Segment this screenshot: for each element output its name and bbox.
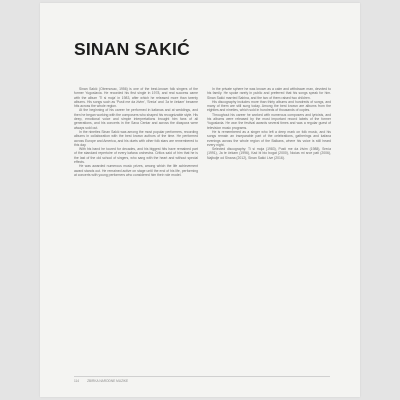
paragraph: He is remembered as a singer who left a deep mark on folk music, and his songs remain an inseparable part of the celebrations, gatherings and kafana evenings across the whole region of the Balkans, where his voice is still heard every night. bbox=[207, 129, 331, 147]
page-title: SINAN SAKIĆ bbox=[74, 39, 190, 59]
paragraph: In the nineties Sinan Sakić was among the most popular performers, recording albums in collaboration with the best known authors of the time. He performed across Europe and America, and his duets with other folk stars are remembered to this day. bbox=[74, 129, 198, 147]
paragraph: He was awarded numerous music prizes, among which the life achievement award stands out. He remained active on stage until the end of his life, performing at concerts with young performers who considered him their role model. bbox=[74, 164, 198, 177]
paragraph: With his band he toured for decades, and his biggest hits have remained part of the standard repertoire of every kafana orchestra. Critics said of him that he is the last of the old school of singers, who sang with the heart and without special effects. bbox=[74, 147, 198, 165]
paragraph: Throughout his career he worked with numerous composers and lyricists, and his albums were released by the most important record labels of the former Yugoslavia. He won the festival awards several times and was a regular guest of television music programs. bbox=[207, 112, 331, 130]
paragraph: Sinan Sakić (Obrenovac, 1956) is one of the best-known folk singers of the former Yugoslavia. He recorded his first single in 1978, and real success came with the album 'Ti si moja' in 1983, after which he released more than twenty albums. His songs such as 'Pusti me da živim', 'Sreća' and 'Ja te čekam' became hits across the whole region. bbox=[74, 87, 198, 109]
section-label: ZBIRKA NARODNE MUZIKE bbox=[87, 379, 129, 383]
paragraph: In the private sphere he was known as a calm and withdrawn man, devoted to his family. He spoke rarely in public and preferred that his songs speak for him. Sinan Sakić married Sabina, and the two of them raised two children. bbox=[207, 87, 331, 100]
page-footer bbox=[74, 379, 330, 383]
paragraph: His discography includes more than thirty albums and hundreds of songs, and many of them are still sung today. Among the best known are albums from the eighties and nineties, which sold in hundreds of thousands of copies. bbox=[207, 99, 331, 113]
page-number: 114 bbox=[74, 379, 80, 383]
body-column-right bbox=[207, 87, 331, 160]
body-column-left bbox=[74, 87, 198, 177]
paragraph: At the beginning of his career he performed in kafanas and at weddings, and then he began working with the composers who shaped his recognizable style. His deep, emotional voice and simple interpretations brought him fans of all generations, and his concerts in the Sava Centar and across the diaspora were always sold out. bbox=[74, 108, 198, 130]
paragraph: Selected discography: Ti si moja (1983), Pusti me da živim (1988), Sreća (1991), Ja te čekam (1996), Kad bi bio bogat (2000), Noćas mi srce pati (2006), Najbolje od Sinana (2012), Sinan Sakić Live (2016). bbox=[207, 147, 331, 160]
document-page bbox=[40, 3, 360, 397]
footer-divider bbox=[74, 376, 330, 377]
